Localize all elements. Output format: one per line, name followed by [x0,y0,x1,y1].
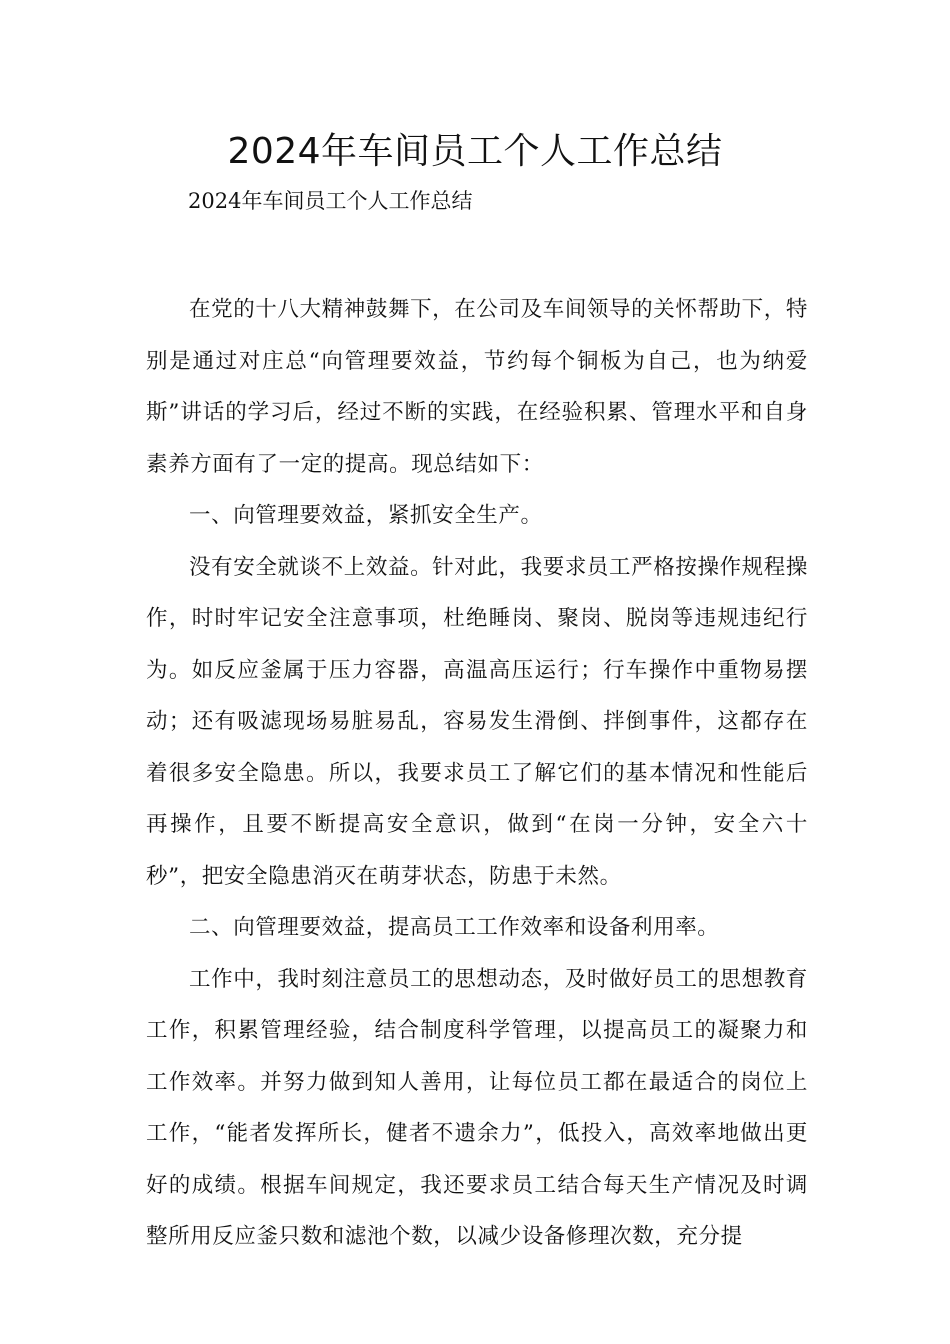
section-heading-efficiency: 二、向管理要效益，提高员工工作效率和设备利用率。 [189,915,720,940]
efficiency-paragraph: 工作中，我时刻注意员工的思想动态，及时做好员工的思想教育工作，积累管理经验，结合制度科学管理，以提高员工的凝聚力和工作效率。并努力做到知人善用，让每位员工都在最适合的岗位上工作，“能者发挥所长，健者不遗余力”，低投入，高效率地做出更好的成绩。根据车间规定，我还要求员工结合每天生产情况及时调整所用反应釜只数和滤池个数，以减少设备修理次数，充分提 [146,966,808,1249]
document-subtitle: 2024年车间员工个人工作总结 [188,189,473,213]
document-title: 2024年车间员工个人工作总结 [227,131,723,172]
section-heading-safety: 一、向管理要效益，紧抓安全生产。 [189,503,543,528]
document-body [146,284,808,1263]
safety-paragraph: 没有安全就谈不上效益。针对此，我要求员工严格按操作规程操作，时时牢记安全注意事项，杜绝睡岗、聚岗、脱岗等违规违纪行为。如反应釜属于压力容器，高温高压运行；行车操作中重物易摆动；还有吸滤现场易脏易乱，容易发生滑倒、拌倒事件，这都存在着很多安全隐患。所以，我要求员工了解它们的基本情况和性能后再操作，且要不断提高安全意识，做到“在岗一分钟，安全六十秒”，把安全隐患消灭在萌芽状态，防患于未然。 [146,554,808,889]
intro-paragraph: 在党的十八大精神鼓舞下，在公司及车间领导的关怀帮助下，特别是通过对庄总“向管理要效益，节约每个铜板为自己，也为纳爱斯”讲话的学习后，经过不断的实践，在经验积累、管理水平和自身素养方面有了一定的提高。现总结如下： [146,297,808,477]
